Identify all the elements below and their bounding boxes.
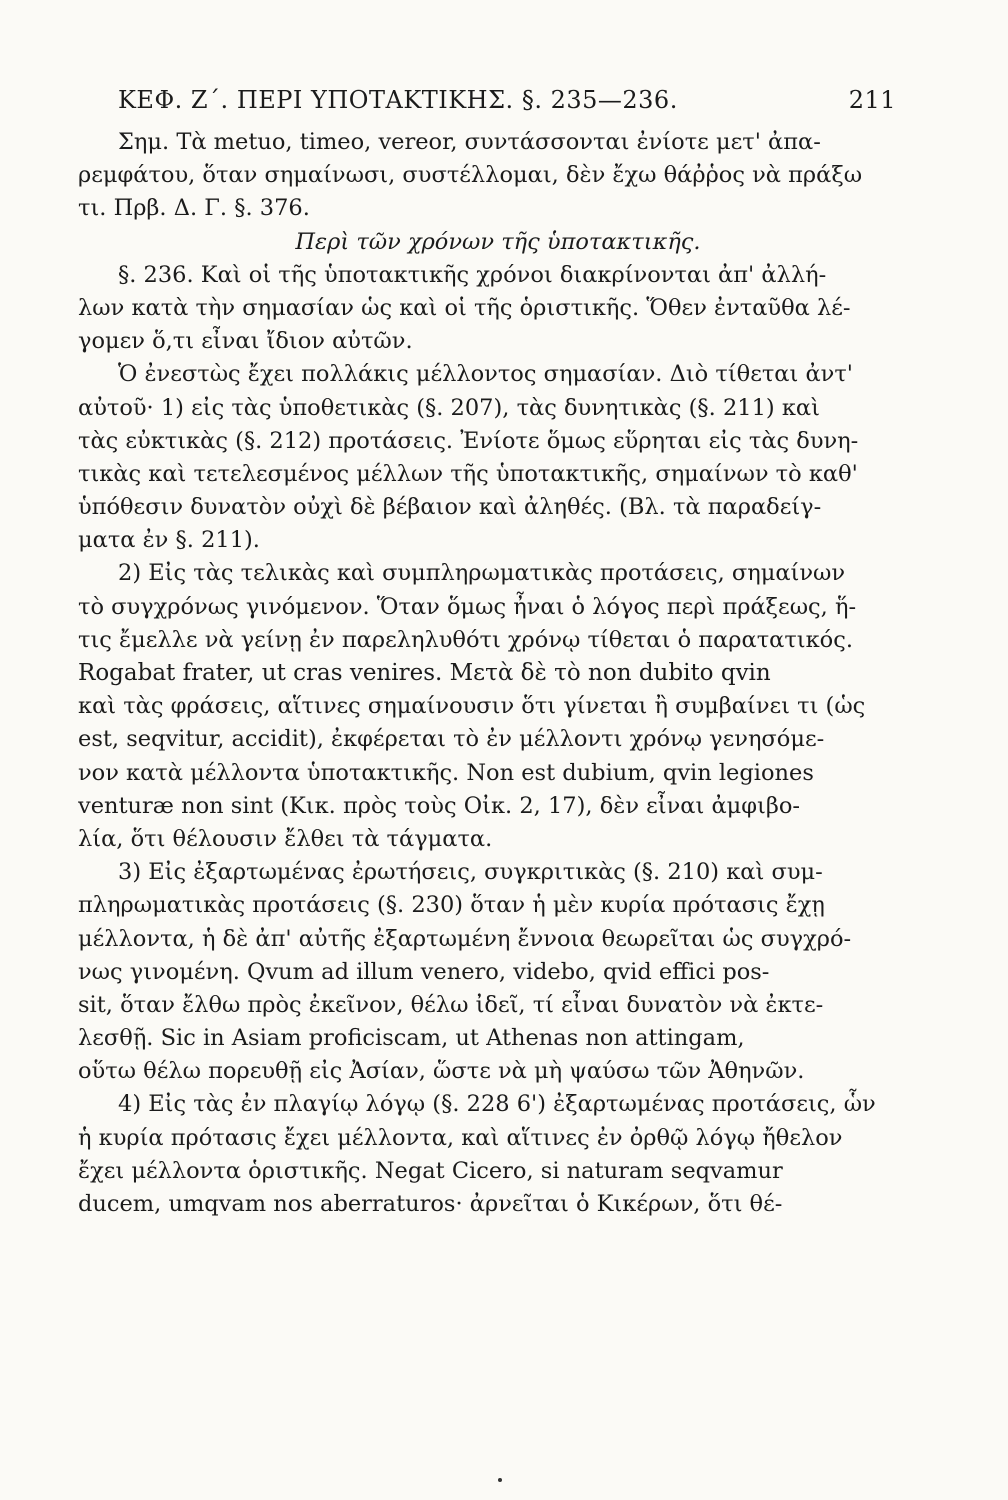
text-line: τις ἔμελλε νὰ γείνῃ ἐν παρεληλυθότι χρόνῳ τίθεται ὁ παρατατικός. (78, 626, 853, 653)
text-line: est, seqvitur, accidit), ἐκφέρεται τὸ ἐν μέλλοντι χρόνῳ γενησόμε- (78, 726, 825, 753)
text-line: λία, ὅτι θέλουσιν ἔλθει τὰ τάγματα. (78, 825, 493, 852)
book-page (78, 0, 896, 1500)
text-line: 2) Εἰς τὰς τελικὰς καὶ συμπληρωματικὰς προτάσεις, σημαίνων (118, 560, 846, 587)
text-line: Rogabat frater, ut cras venires. Μετὰ δὲ τὸ non dubito qvin (78, 660, 771, 686)
text-line: λων κατὰ τὴν σημασίαν ὡς καὶ οἱ τῆς ὁριστικῆς. Ὅθεν ἐνταῦθα λέ- (78, 294, 851, 321)
section-title: Περὶ τῶν χρόνων τῆς ὑποτακτικῆς. (295, 228, 701, 255)
text-line: sit, ὅταν ἔλθω πρὸς ἐκεῖνον, θέλω ἰδεῖ, τί εἶναι δυνατὸν νὰ ἐκτε- (78, 991, 824, 1018)
text-line: γομεν ὅ,τι εἶναι ἴδιον αὐτῶν. (78, 328, 413, 355)
text-line: ρεμφάτου, ὅταν σημαίνωσι, συστέλλομαι, δὲν ἔχω θάῤῥος νὰ πράξω (78, 162, 863, 189)
text-line: ἔχει μέλλοντα ὁριστικῆς. Negat Cicero, si naturam seqvamur (78, 1157, 783, 1184)
text-line: τὸ συγχρόνως γινόμενον. Ὅταν ὅμως ἦναι ὁ λόγος περὶ πράξεως, ἥ- (78, 593, 857, 620)
text-line: αὐτοῦ· 1) εἰς τὰς ὑποθετικὰς (§. 207), τὰς δυνητικὰς (§. 211) καὶ (78, 394, 820, 421)
text-line: venturæ non sint (Κικ. πρὸς τοὺς Οἰκ. 2, 17), δὲν εἶναι ἀμφιβο- (78, 792, 801, 819)
ink-spot (498, 1478, 502, 1482)
text-line: ὑπόθεσιν δυνατὸν οὐχὶ δὲ βέβαιον καὶ ἀληθές. (Βλ. τὰ παραδείγ- (78, 494, 822, 521)
text-line: νον κατὰ μέλλοντα ὑποτακτικῆς. Non est dubium, qvin legiones (78, 759, 814, 786)
page-number: 211 (848, 86, 896, 114)
text-line: ματα ἐν §. 211). (78, 527, 260, 554)
text-line: 3) Εἰς ἐξαρτωμένας ἐρωτήσεις, συγκριτικὰς (§. 210) καὶ συμ- (118, 859, 823, 886)
text-line: §. 236. Καὶ οἱ τῆς ὑποτακτικῆς χρόνοι διακρίνονται ἀπ' ἀλλή- (118, 261, 827, 288)
text-line: ἡ κυρία πρότασις ἔχει μέλλοντα, καὶ αἵτινες ἐν ὀρθῷ λόγῳ ἤθελον (78, 1124, 843, 1151)
text-line: πληρωματικὰς προτάσεις (§. 230) ὅταν ἡ μὲν κυρία πρότασις ἔχῃ (78, 892, 825, 919)
text-line: Ὁ ἐνεστὼς ἔχει πολλάκις μέλλοντος σημασίαν. Διὸ τίθεται ἀντ' (118, 361, 853, 388)
text-line: Σημ. Τὰ metuo, timeo, vereor, συντάσσονται ἐνίοτε μετ' ἀπα- (118, 129, 821, 155)
text-line: ducem, umqvam nos aberraturos· ἀρνεῖται ὁ Κικέρων, ὅτι θέ- (78, 1191, 783, 1217)
text-line: οὕτω θέλω πορευθῇ εἰς Ἀσίαν, ὥστε νὰ μὴ ψαύσω τῶν Ἀθηνῶν. (78, 1058, 805, 1085)
chapter-heading: ΚΕΦ. Ζ΄. ΠΕΡΙ ΥΠΟΤΑΚΤΙΚΗΣ. §. 235—236. (118, 86, 678, 114)
text-line: τι. Πρβ. Δ. Γ. §. 376. (78, 195, 310, 222)
text-body (78, 126, 878, 1221)
text-line: τὰς εὐκτικὰς (§. 212) προτάσεις. Ἐνίοτε ὅμως εὕρηται εἰς τὰς δυνη- (78, 427, 859, 454)
text-line: μέλλοντα, ἡ δὲ ἀπ' αὐτῆς ἐξαρτωμένη ἔννοια θεωρεῖται ὡς συγχρό- (78, 925, 852, 952)
text-line: 4) Εἰς τὰς ἐν πλαγίῳ λόγῳ (§. 228 6') ἐξαρτωμένας προτάσεις, ὧν (118, 1091, 876, 1118)
text-line: τικὰς καὶ τετελεσμένος μέλλων τῆς ὑποτακτικῆς, σημαίνων τὸ καθ' (78, 460, 858, 487)
text-line: λεσθῇ. Sic in Asiam proficiscam, ut Athenas non attingam, (78, 1025, 745, 1052)
text-line: νως γινομένη. Qvum ad illum venero, videbo, qvid effici pos- (78, 958, 770, 985)
text-line: καὶ τὰς φράσεις, αἵτινες σημαίνουσιν ὅτι γίνεται ἢ συμβαίνει τι (ὡς (78, 693, 866, 720)
